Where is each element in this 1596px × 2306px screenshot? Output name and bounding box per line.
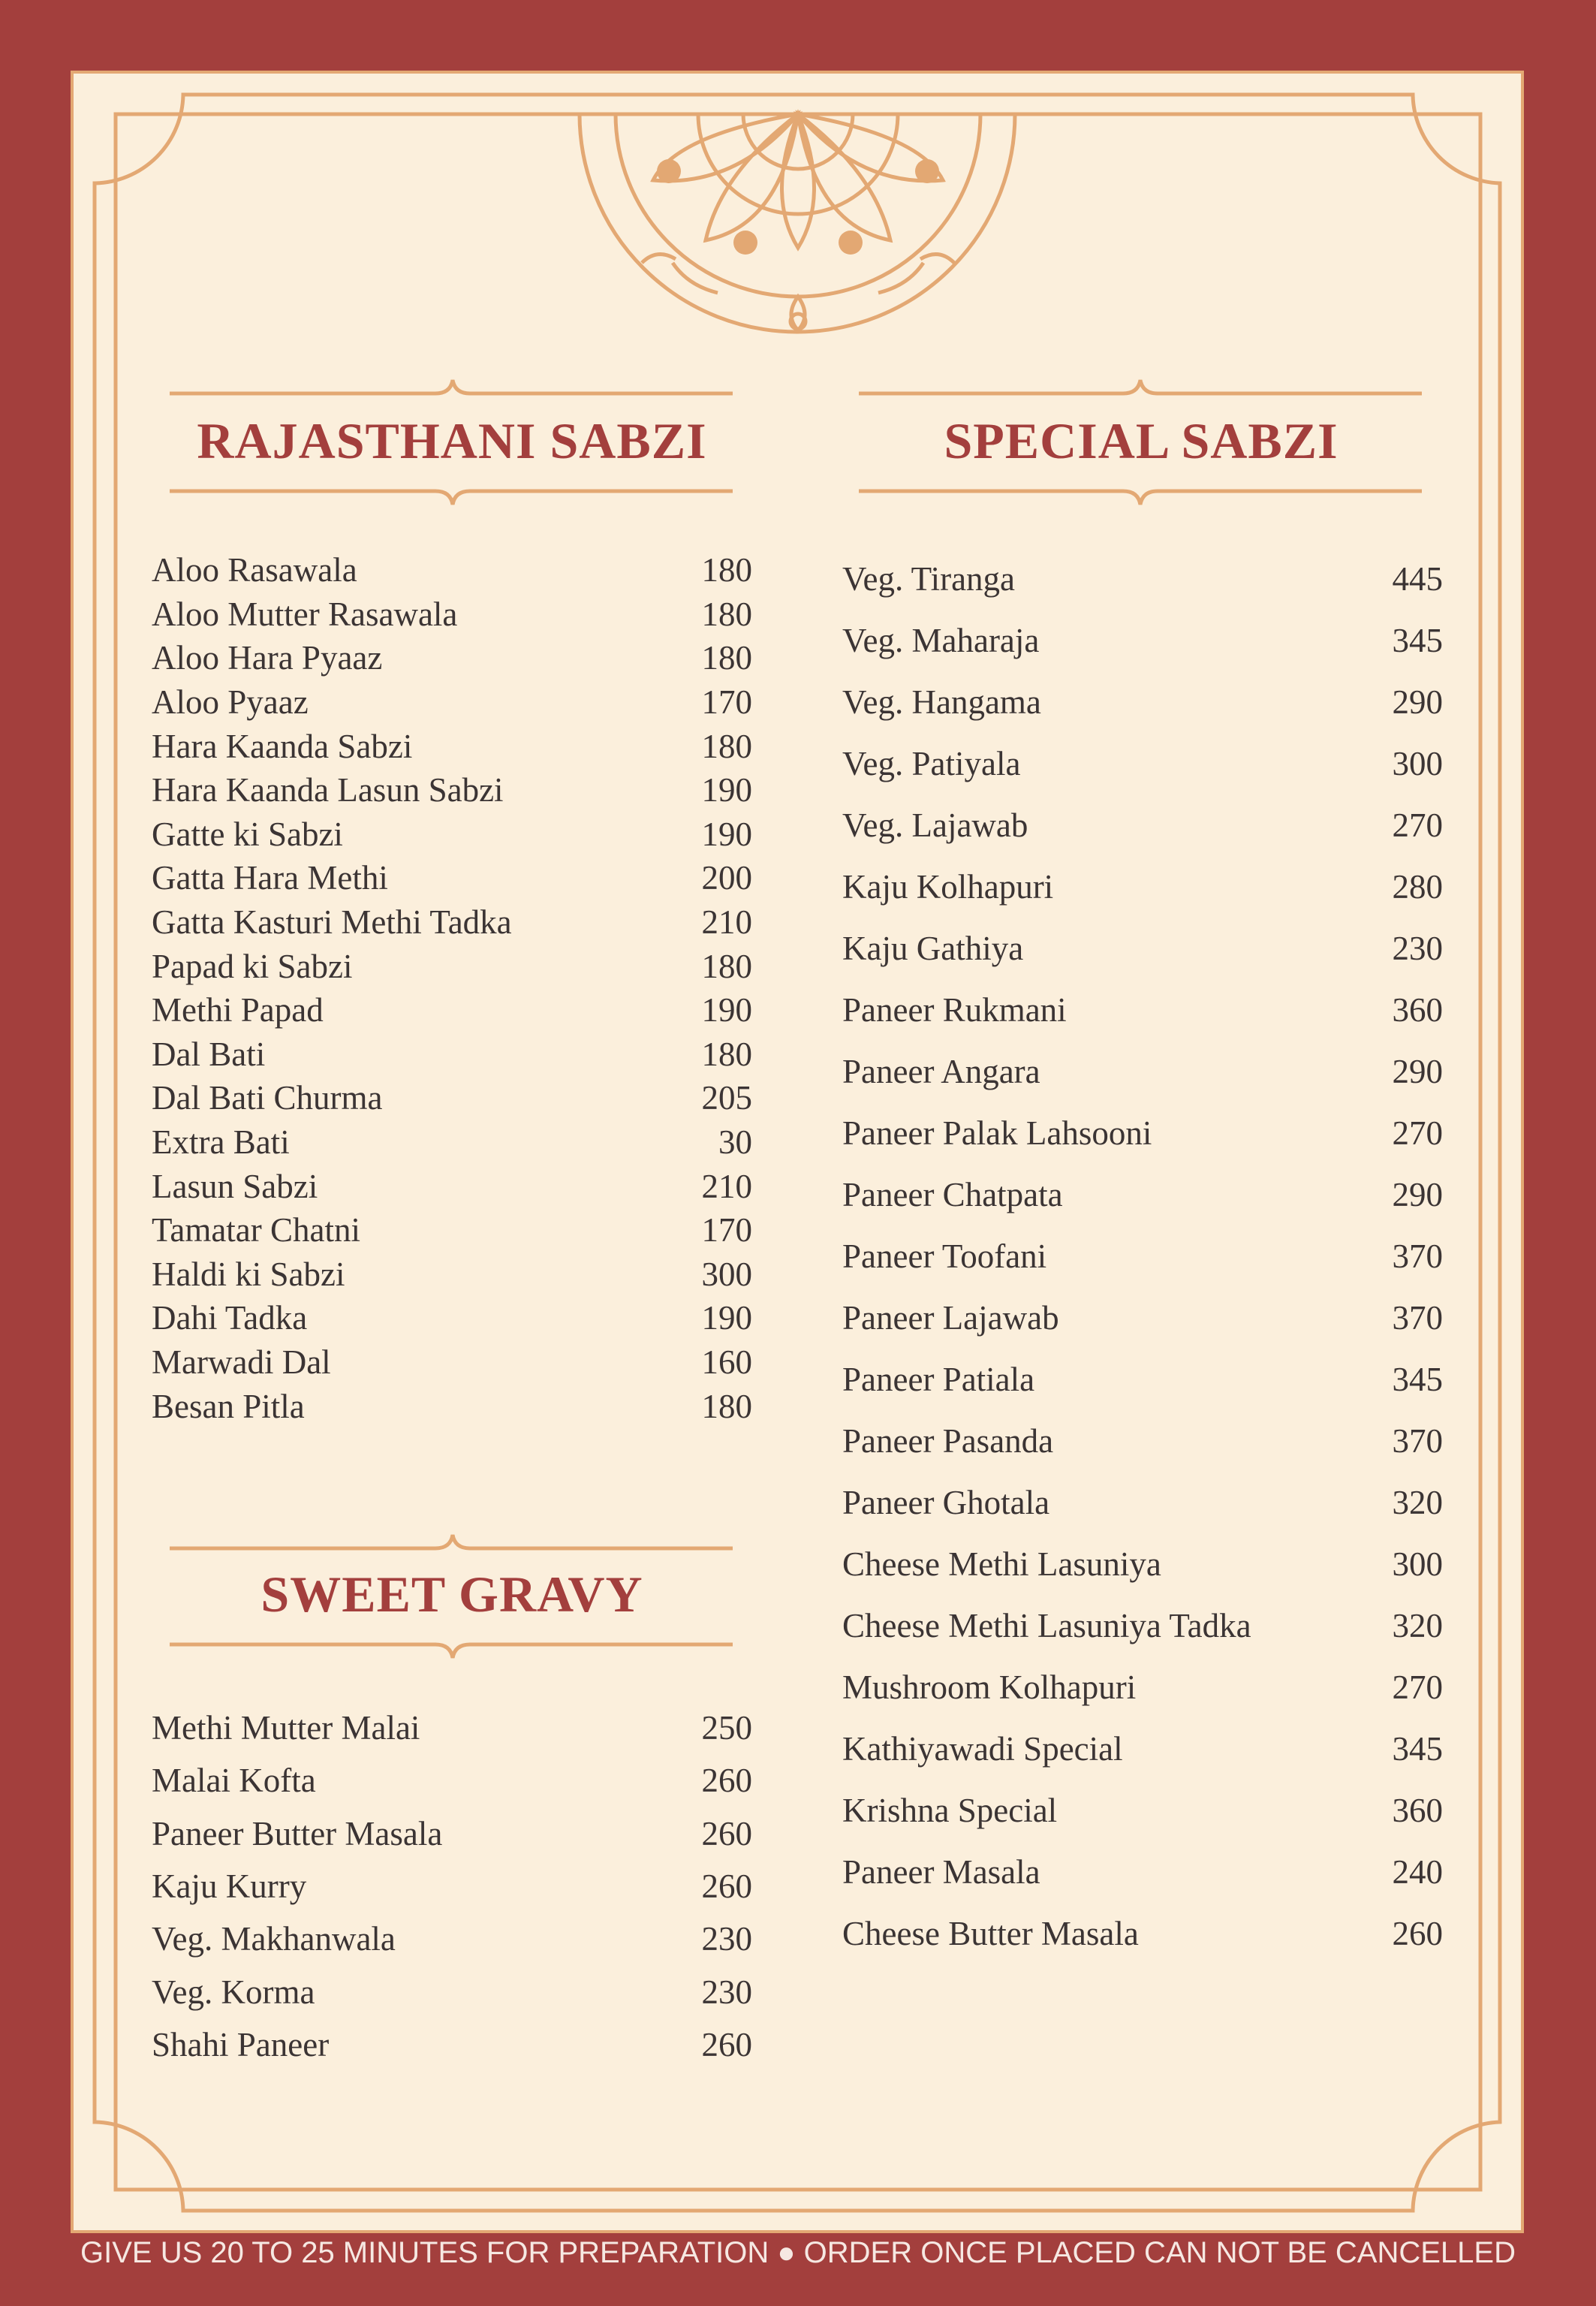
menu-item-price: 300 — [1392, 745, 1443, 782]
footer-note: GIVE US 20 TO 25 MINUTES FOR PREPARATION ● ORDER ONCE PLACED CAN NOT BE CANCELLED — [80, 2236, 1516, 2269]
menu-item — [152, 1252, 752, 1297]
menu-item-name: Marwadi Dal — [152, 1343, 331, 1381]
menu-item-name: Paneer Butter Masala — [152, 1814, 443, 1852]
menu-item-price: 190 — [701, 1299, 752, 1337]
menu-item-name: Paneer Chatpata — [842, 1176, 1063, 1213]
menu-item-price: 210 — [701, 1167, 752, 1205]
menu-item-name: Veg. Lajawab — [842, 806, 1028, 844]
menu-item-price: 290 — [1392, 1176, 1443, 1213]
menu-item — [152, 1384, 752, 1428]
rajasthani-sabzi-title: RAJASTHANI SABZI — [197, 412, 707, 469]
menu-item — [842, 1533, 1443, 1595]
sweet-gravy-list — [152, 1702, 752, 2071]
menu-item-name: Methi Papad — [152, 991, 324, 1029]
menu-item-price: 345 — [1392, 622, 1443, 659]
menu-item-price: 370 — [1392, 1422, 1443, 1460]
menu-item-price: 190 — [701, 771, 752, 809]
menu-item-name: Dahi Tadka — [152, 1299, 308, 1337]
menu-item-name: Paneer Patiala — [842, 1361, 1035, 1398]
menu-item-price: 260 — [1392, 1915, 1443, 1952]
menu-item — [152, 1754, 752, 1807]
menu-item — [152, 1860, 752, 1913]
menu-item — [152, 1702, 752, 1754]
menu-item — [842, 794, 1443, 856]
menu-item — [842, 1102, 1443, 1164]
menu-item — [152, 812, 752, 857]
menu-item-name: Dal Bati — [152, 1035, 266, 1073]
menu-item-name: Paneer Ghotala — [842, 1484, 1050, 1521]
menu-item-price: 300 — [701, 1255, 752, 1293]
menu-item — [842, 1349, 1443, 1410]
menu-item-price: 200 — [701, 859, 752, 897]
menu-item-price: 180 — [701, 727, 752, 765]
menu-item-price: 270 — [1392, 1114, 1443, 1152]
menu-item-price: 230 — [701, 1973, 752, 2011]
menu-item-name: Dal Bati Churma — [152, 1079, 383, 1117]
menu-item-name: Veg. Tiranga — [842, 560, 1016, 598]
menu-item — [842, 1780, 1443, 1841]
menu-item-price: 170 — [701, 1211, 752, 1249]
menu-item-name: Cheese Methi Lasuniya Tadka — [842, 1607, 1251, 1644]
menu-item-name: Cheese Methi Lasuniya — [842, 1545, 1161, 1583]
menu-item-price: 230 — [1392, 930, 1443, 967]
menu-item — [842, 733, 1443, 794]
menu-item — [152, 1965, 752, 2018]
menu-item-name: Paneer Masala — [842, 1853, 1040, 1891]
menu-item-price: 240 — [1392, 1853, 1443, 1891]
menu-item-name: Shahi Paneer — [152, 2025, 330, 2063]
menu-item-price: 250 — [701, 1709, 752, 1747]
menu-item-price: 370 — [1392, 1299, 1443, 1337]
menu-item-price: 205 — [701, 1079, 752, 1117]
menu-item — [842, 979, 1443, 1041]
menu-item-price: 360 — [1392, 1792, 1443, 1829]
menu-item-name: Veg. Korma — [152, 1973, 315, 2011]
menu-item-name: Paneer Pasanda — [842, 1422, 1054, 1460]
menu-item — [152, 1807, 752, 1860]
menu-item-price: 180 — [701, 551, 752, 589]
menu-item-name: Paneer Rukmani — [842, 991, 1067, 1029]
menu-item — [152, 856, 752, 900]
menu-item — [152, 724, 752, 768]
menu-item-price: 180 — [701, 639, 752, 677]
menu-item-price: 30 — [718, 1123, 752, 1162]
menu-item-name: Gatta Hara Methi — [152, 859, 388, 897]
menu-item — [842, 1656, 1443, 1718]
menu-item — [842, 1410, 1443, 1472]
menu-item — [152, 1120, 752, 1165]
menu-item-price: 290 — [1392, 683, 1443, 721]
menu-item — [842, 548, 1443, 610]
menu-item — [152, 636, 752, 680]
menu-item-name: Veg. Patiyala — [842, 745, 1021, 782]
menu-item — [152, 1296, 752, 1340]
menu-item-price: 180 — [701, 1387, 752, 1425]
menu-item-price: 345 — [1392, 1361, 1443, 1398]
menu-item-name: Paneer Lajawab — [842, 1299, 1059, 1337]
menu-item-price: 160 — [701, 1343, 752, 1381]
menu-item-name: Paneer Toofani — [842, 1237, 1047, 1275]
menu-item — [842, 1595, 1443, 1656]
menu-item-price: 300 — [1392, 1545, 1443, 1583]
menu-item — [152, 1076, 752, 1120]
menu-item-name: Gatte ki Sabzi — [152, 815, 343, 853]
sweet-gravy-title: SWEET GRAVY — [260, 1566, 643, 1623]
menu-item — [842, 1164, 1443, 1225]
menu-item — [842, 1841, 1443, 1903]
menu-item — [152, 944, 752, 988]
menu-item-price: 180 — [701, 595, 752, 633]
menu-item-name: Haldi ki Sabzi — [152, 1255, 345, 1293]
menu-item-name: Kathiyawadi Special — [842, 1730, 1123, 1768]
menu-item-name: Veg. Makhanwala — [152, 1920, 396, 1958]
menu-item — [152, 1913, 752, 1965]
menu-item-price: 210 — [701, 903, 752, 942]
menu-item — [842, 1472, 1443, 1533]
menu-item-name: Aloo Pyaaz — [152, 683, 309, 722]
menu-item-name: Tamatar Chatni — [152, 1211, 360, 1249]
menu-item — [842, 610, 1443, 671]
menu-item-price: 270 — [1392, 806, 1443, 844]
menu-item-name: Aloo Hara Pyaaz — [152, 639, 383, 677]
special-sabzi-list — [842, 548, 1443, 1964]
menu-item-price: 180 — [701, 947, 752, 985]
menu-item-price: 280 — [1392, 868, 1443, 906]
menu-item-name: Aloo Rasawala — [152, 551, 357, 589]
menu-item-name: Besan Pitla — [152, 1387, 305, 1425]
menu-item-name: Krishna Special — [842, 1792, 1058, 1829]
menu-item-name: Methi Mutter Malai — [152, 1709, 420, 1747]
menu-item-price: 445 — [1392, 560, 1443, 598]
menu-item — [152, 1164, 752, 1208]
menu-item — [842, 1718, 1443, 1780]
menu-item-price: 190 — [701, 991, 752, 1029]
menu-item-name: Veg. Hangama — [842, 683, 1041, 721]
menu-item — [152, 592, 752, 637]
menu-item-name: Papad ki Sabzi — [152, 947, 353, 985]
menu-item — [842, 856, 1443, 918]
menu-item-price: 230 — [701, 1920, 752, 1958]
menu-item-name: Hara Kaanda Lasun Sabzi — [152, 771, 504, 809]
menu-item — [152, 988, 752, 1032]
menu-item-price: 290 — [1392, 1053, 1443, 1090]
special-sabzi-title: SPECIAL SABZI — [944, 412, 1339, 469]
menu-item-name: Gatta Kasturi Methi Tadka — [152, 903, 512, 942]
menu-item — [842, 918, 1443, 979]
menu-item-price: 320 — [1392, 1607, 1443, 1644]
menu-item-price: 260 — [701, 2025, 752, 2063]
menu-item-price: 370 — [1392, 1237, 1443, 1275]
menu-item — [152, 1208, 752, 1252]
menu-item — [152, 2018, 752, 2071]
menu-item-name: Hara Kaanda Sabzi — [152, 727, 413, 765]
menu-item-price: 320 — [1392, 1484, 1443, 1521]
menu-item — [152, 900, 752, 945]
menu-item-name: Kaju Gathiya — [842, 930, 1024, 967]
menu-item-price: 190 — [701, 815, 752, 853]
menu-item — [842, 1903, 1443, 1964]
menu-item-name: Cheese Butter Masala — [842, 1915, 1139, 1952]
menu-item-name: Paneer Palak Lahsooni — [842, 1114, 1152, 1152]
menu-item — [842, 1287, 1443, 1349]
menu-item-name: Lasun Sabzi — [152, 1167, 318, 1205]
menu-item — [152, 680, 752, 725]
menu-item-name: Veg. Maharaja — [842, 622, 1040, 659]
menu-item — [152, 1032, 752, 1077]
menu-item-name: Malai Kofta — [152, 1762, 316, 1800]
menu-item — [152, 548, 752, 592]
menu-item-price: 260 — [701, 1762, 752, 1800]
menu-item-name: Kaju Kurry — [152, 1867, 307, 1906]
menu-item-name: Extra Bati — [152, 1123, 290, 1162]
menu-item-name: Aloo Mutter Rasawala — [152, 595, 458, 633]
menu-item-price: 260 — [701, 1867, 752, 1906]
menu-item-price: 180 — [701, 1035, 752, 1073]
menu-item-price: 270 — [1392, 1668, 1443, 1706]
menu-item-price: 260 — [701, 1814, 752, 1852]
menu-item-price: 170 — [701, 683, 752, 722]
menu-item — [842, 671, 1443, 733]
menu-item-price: 360 — [1392, 991, 1443, 1029]
menu-item — [842, 1225, 1443, 1287]
menu-item-name: Mushroom Kolhapuri — [842, 1668, 1137, 1706]
menu-item — [152, 1340, 752, 1385]
menu-item-name: Paneer Angara — [842, 1053, 1040, 1090]
menu-item-price: 345 — [1392, 1730, 1443, 1768]
menu-item — [152, 768, 752, 812]
menu-item-name: Kaju Kolhapuri — [842, 868, 1054, 906]
menu-item — [842, 1041, 1443, 1102]
rajasthani-sabzi-list — [152, 548, 752, 1428]
